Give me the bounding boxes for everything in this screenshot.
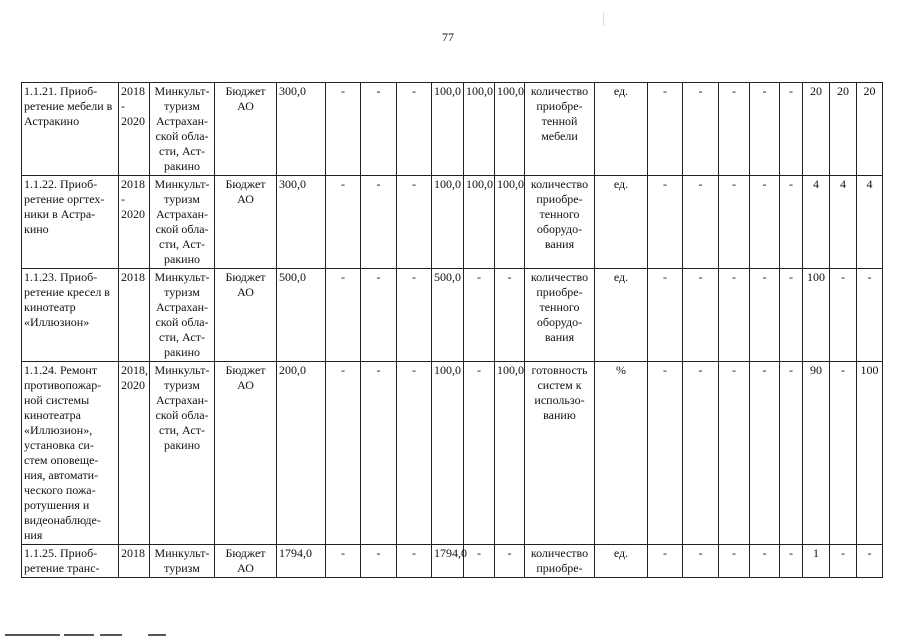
- year-cell: 2018 - 2020: [119, 176, 150, 269]
- indicator-cell: количество приобре-тенного оборудо-вания: [525, 269, 595, 362]
- target-value-cell: -: [750, 83, 780, 176]
- target-value-cell: 1: [803, 545, 830, 578]
- funding-source-cell: Бюджет АО: [215, 269, 277, 362]
- target-value-cell: -: [648, 176, 683, 269]
- target-value-cell: -: [750, 269, 780, 362]
- target-value-cell: 20: [803, 83, 830, 176]
- scan-artifact: [148, 634, 166, 636]
- activity-name-cell: 1.1.22. Приоб-ретение оргтех-ники в Астра-кино: [22, 176, 119, 269]
- target-value-cell: -: [780, 362, 803, 545]
- unit-cell: ед.: [595, 83, 648, 176]
- year-cell: 2018: [119, 269, 150, 362]
- page-number: 77: [442, 30, 454, 44]
- funding-year-cell: -: [495, 545, 525, 578]
- target-value-cell: -: [683, 83, 719, 176]
- target-value-cell: -: [719, 176, 750, 269]
- total-amount-cell: 200,0: [277, 362, 326, 545]
- target-value-cell: -: [683, 545, 719, 578]
- unit-cell: %: [595, 362, 648, 545]
- table-row: [22, 269, 883, 362]
- funding-year-cell: 500,0: [432, 269, 464, 362]
- target-value-cell: -: [830, 362, 857, 545]
- funding-year-cell: -: [361, 362, 397, 545]
- target-value-cell: 90: [803, 362, 830, 545]
- target-value-cell: 20: [857, 83, 883, 176]
- target-value-cell: 4: [830, 176, 857, 269]
- funding-year-cell: 100,0: [495, 176, 525, 269]
- indicator-cell: количество приобре-тенной мебели: [525, 83, 595, 176]
- target-value-cell: -: [780, 269, 803, 362]
- total-amount-cell: 500,0: [277, 269, 326, 362]
- funding-year-cell: -: [464, 362, 495, 545]
- funding-year-cell: -: [464, 269, 495, 362]
- funding-year-cell: 100,0: [464, 83, 495, 176]
- funding-year-cell: -: [397, 545, 432, 578]
- funding-year-cell: 100,0: [432, 83, 464, 176]
- funding-year-cell: 100,0: [495, 83, 525, 176]
- scan-artifact: [100, 634, 122, 636]
- target-value-cell: -: [648, 83, 683, 176]
- executor-cell: Минкульт-туризм Астрахан-ской обла-сти, Аст-ракино: [150, 362, 215, 545]
- funding-year-cell: -: [397, 362, 432, 545]
- indicator-cell: готовность систем к использо-ванию: [525, 362, 595, 545]
- year-cell: 2018, 2020: [119, 362, 150, 545]
- executor-cell: Минкульт-туризм: [150, 545, 215, 578]
- funding-year-cell: -: [464, 545, 495, 578]
- executor-cell: Минкульт-туризм Астрахан-ской обла-сти, Аст-ракино: [150, 83, 215, 176]
- total-amount-cell: 1794,0: [277, 545, 326, 578]
- scan-artifact: [603, 12, 604, 26]
- funding-year-cell: 1794,0: [432, 545, 464, 578]
- program-activities-table: [21, 82, 883, 578]
- target-value-cell: -: [648, 269, 683, 362]
- funding-year-cell: 100,0: [432, 176, 464, 269]
- target-value-cell: -: [830, 545, 857, 578]
- executor-cell: Минкульт-туризм Астрахан-ской обла-сти, Аст-ракино: [150, 176, 215, 269]
- target-value-cell: 4: [857, 176, 883, 269]
- target-value-cell: -: [719, 545, 750, 578]
- target-value-cell: 100: [857, 362, 883, 545]
- target-value-cell: -: [719, 83, 750, 176]
- scan-artifact: [64, 634, 94, 636]
- funding-year-cell: -: [397, 83, 432, 176]
- target-value-cell: -: [750, 176, 780, 269]
- target-value-cell: -: [750, 362, 780, 545]
- target-value-cell: -: [830, 269, 857, 362]
- scan-artifact: [5, 634, 60, 636]
- target-value-cell: -: [719, 269, 750, 362]
- unit-cell: ед.: [595, 545, 648, 578]
- target-value-cell: -: [683, 269, 719, 362]
- year-cell: 2018: [119, 545, 150, 578]
- funding-year-cell: -: [326, 362, 361, 545]
- executor-cell: Минкульт-туризм Астрахан-ской обла-сти, Аст-ракино: [150, 269, 215, 362]
- funding-year-cell: -: [326, 176, 361, 269]
- target-value-cell: -: [719, 362, 750, 545]
- total-amount-cell: 300,0: [277, 176, 326, 269]
- target-value-cell: -: [780, 83, 803, 176]
- unit-cell: ед.: [595, 176, 648, 269]
- funding-year-cell: -: [397, 176, 432, 269]
- funding-year-cell: -: [361, 545, 397, 578]
- table-row: [22, 545, 883, 578]
- target-value-cell: -: [648, 362, 683, 545]
- funding-year-cell: 100,0: [432, 362, 464, 545]
- target-value-cell: -: [648, 545, 683, 578]
- indicator-cell: количество приобре-тенного оборудо-вания: [525, 176, 595, 269]
- funding-year-cell: -: [326, 269, 361, 362]
- indicator-cell: количество приобре-: [525, 545, 595, 578]
- target-value-cell: 100: [803, 269, 830, 362]
- funding-year-cell: -: [361, 83, 397, 176]
- activity-name-cell: 1.1.25. Приоб-ретение транс-: [22, 545, 119, 578]
- target-value-cell: 20: [830, 83, 857, 176]
- target-value-cell: -: [857, 269, 883, 362]
- funding-source-cell: Бюджет АО: [215, 545, 277, 578]
- funding-year-cell: -: [361, 176, 397, 269]
- funding-source-cell: Бюджет АО: [215, 362, 277, 545]
- target-value-cell: -: [780, 176, 803, 269]
- table-row: [22, 83, 883, 176]
- target-value-cell: -: [780, 545, 803, 578]
- target-value-cell: -: [683, 362, 719, 545]
- activity-name-cell: 1.1.24. Ремонт противопожар-ной системы кинотеатра «Иллюзион», установка си-стем оповеще-ния, автомати-ческого пожа-ротушения и видеонаблюде-ния: [22, 362, 119, 545]
- funding-year-cell: 100,0: [464, 176, 495, 269]
- funding-year-cell: -: [397, 269, 432, 362]
- target-value-cell: -: [683, 176, 719, 269]
- funding-source-cell: Бюджет АО: [215, 176, 277, 269]
- funding-year-cell: 100,0: [495, 362, 525, 545]
- table-row: [22, 176, 883, 269]
- funding-year-cell: -: [326, 83, 361, 176]
- activity-name-cell: 1.1.21. Приоб-ретение мебели в Астракино: [22, 83, 119, 176]
- funding-source-cell: Бюджет АО: [215, 83, 277, 176]
- total-amount-cell: 300,0: [277, 83, 326, 176]
- target-value-cell: -: [750, 545, 780, 578]
- unit-cell: ед.: [595, 269, 648, 362]
- target-value-cell: 4: [803, 176, 830, 269]
- activity-name-cell: 1.1.23. Приоб-ретение кресел в кинотеатр «Иллюзион»: [22, 269, 119, 362]
- funding-year-cell: -: [495, 269, 525, 362]
- funding-year-cell: -: [326, 545, 361, 578]
- year-cell: 2018 - 2020: [119, 83, 150, 176]
- funding-year-cell: -: [361, 269, 397, 362]
- target-value-cell: -: [857, 545, 883, 578]
- table-row: [22, 362, 883, 545]
